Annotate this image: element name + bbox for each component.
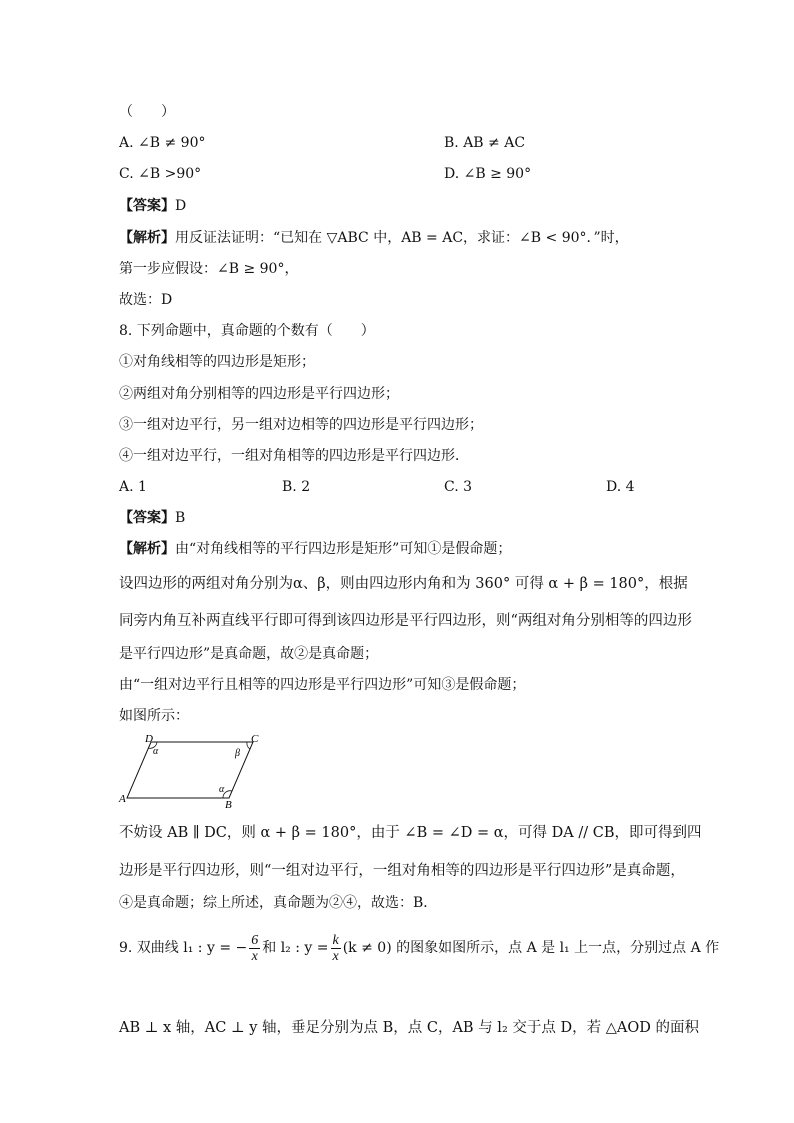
q8-option-d: D. 4	[606, 479, 635, 495]
q8-analysis-8: 边形是平行四边形，则“一组对边平行，一组对角相等的四边形是平行四边形”是真命题，	[119, 863, 685, 879]
answer-value: B	[175, 510, 186, 526]
answer-tag: 【答案】	[119, 510, 175, 526]
analysis-tag: 【解析】	[119, 230, 175, 246]
analysis-tag: 【解析】	[119, 541, 175, 557]
q8-analysis-9: ④是真命题；综上所述，真命题为②④，故选：B．	[119, 895, 438, 911]
answer-tag: 【答案】	[119, 198, 175, 214]
q7-option-c: C. ∠B >90°	[119, 166, 202, 182]
q7-option-d: D. ∠B ≥ 90°	[444, 166, 532, 182]
q8-analysis-5: 由“一组对边平行且相等的四边形是平行四边形”可知③是假命题；	[119, 677, 526, 693]
q7-analysis-2: 第一步应假设：∠B ≥ 90°，	[119, 261, 299, 277]
q8-item-4: ④一组对边平行，一组对角相等的四边形是平行四边形．	[119, 448, 469, 464]
q7-option-a: A. ∠B ≠ 90°	[119, 135, 206, 151]
fraction-denominator: x	[251, 948, 258, 964]
q9-line-1	[119, 930, 719, 966]
q8-analysis-3: 同旁内角互补两直线平行即可得到该四边形是平行四边形，则“两组对角分别相等的四边形	[119, 613, 692, 629]
q7-answer	[119, 196, 186, 216]
q8-answer	[119, 508, 185, 528]
fraction-numerator: 6	[251, 932, 259, 948]
q8-item-2: ②两组对角分别相等的四边形是平行四边形；	[119, 386, 399, 402]
answer-value: D	[175, 198, 187, 214]
q8-item-3: ③一组对边平行，另一组对边相等的四边形是平行四边形；	[119, 417, 483, 433]
q8-analysis-4: 是平行四边形”是真命题，故②是真命题；	[119, 646, 379, 662]
label-beta-c: β	[235, 748, 240, 759]
angle-arc-c	[247, 742, 250, 749]
fraction-numerator: k	[332, 932, 339, 948]
q8-item-1: ①对角线相等的四边形是矩形；	[119, 354, 315, 370]
label-a: A	[119, 793, 126, 805]
q8-analysis-1	[119, 539, 511, 559]
label-d: D	[145, 733, 153, 745]
q7-analysis-1	[119, 228, 629, 248]
q9-text-mid: 和 l₂ : y =	[262, 940, 329, 956]
fraction-6-over-x	[249, 933, 260, 964]
label-alpha-b: α	[219, 784, 225, 795]
q8-analysis-6: 如图所示：	[119, 708, 189, 724]
label-b: B	[225, 799, 232, 808]
q9-text-post: (k ≠ 0) 的图象如图所示，点 A 是 l₁ 上一点，分别过点 A 作	[342, 940, 720, 956]
label-alpha-d: α	[153, 746, 159, 757]
q7-paren: （ ）	[119, 104, 175, 120]
q8-option-c: C. 3	[444, 479, 473, 495]
analysis-text: 由“对角线相等的平行四边形是矩形”可知①是假命题；	[175, 541, 512, 557]
parallelogram-figure	[117, 732, 267, 808]
q9-line-2: AB ⊥ x 轴，AC ⊥ y 轴，垂足分别为点 B，点 C，AB 与 l₂ 交于点 D，若 △AOD 的面积	[119, 1020, 699, 1036]
q9-text-pre: 9. 双曲线 l₁ : y = −	[119, 940, 248, 956]
label-c: C	[251, 733, 259, 745]
q8-analysis-2: 设四边形的两组对角分别为α、β，则由四边形内角和为 360° 可得 α + β = 180°，根据	[119, 576, 688, 592]
fraction-denominator: x	[332, 948, 339, 964]
q8-option-a: A. 1	[119, 479, 147, 495]
q7-option-b: B. AB ≠ AC	[444, 135, 526, 151]
q8-option-b: B. 2	[282, 479, 311, 495]
q7-analysis-3: 故选：D	[119, 292, 173, 308]
fraction-k-over-x	[331, 933, 341, 964]
analysis-text: 用反证法证明：“已知在 ▽ABC 中，AB = AC，求证：∠B < 90°．”时，	[175, 230, 629, 246]
q8-analysis-7: 不妨设 AB ∥ DC，则 α + β = 180°，由于 ∠B = ∠D = α，可得 DA // CB，即可得到四	[119, 825, 702, 841]
q8-stem: 8. 下列命题中，真命题的个数有（ ）	[119, 323, 375, 339]
